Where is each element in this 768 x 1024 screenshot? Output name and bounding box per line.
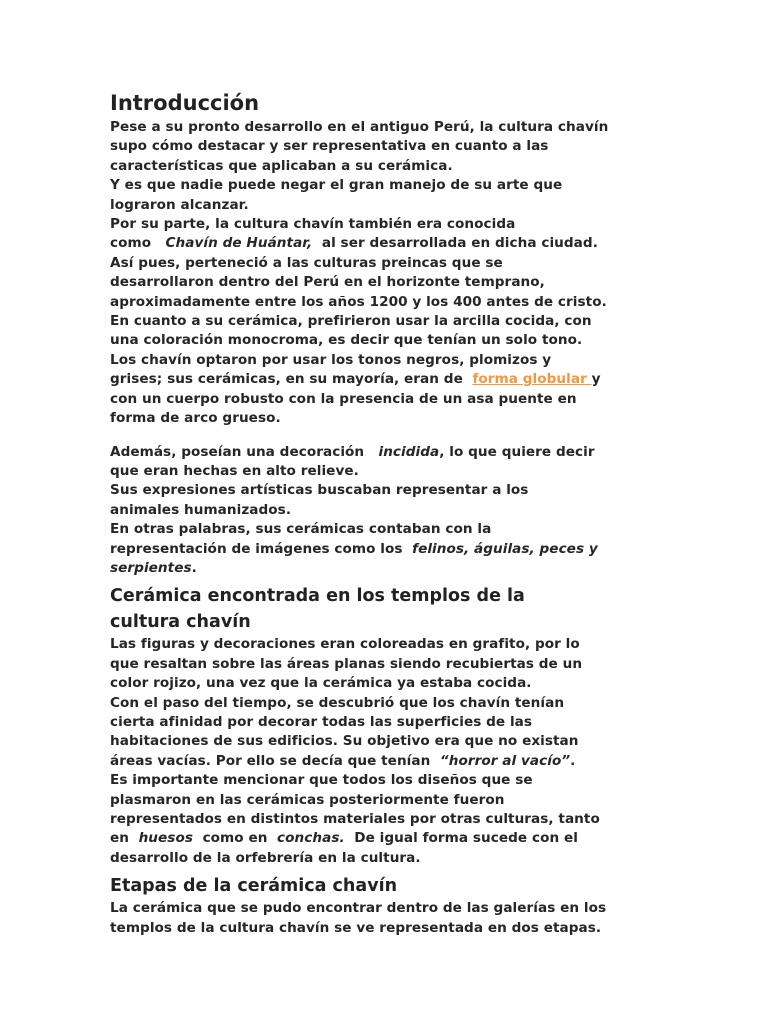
heading-ceramica-templos — [110, 583, 655, 635]
text-line: desarrollaron dentro del Perú en el horizonte temprano, — [110, 274, 545, 291]
etapas-paragraph — [110, 899, 655, 938]
italic-phrase: felinos, águilas, peces y — [412, 540, 598, 557]
heading-line: cultura chavín — [110, 612, 251, 633]
italic-phrase: Chavín de Huántar, — [165, 235, 313, 252]
italic-phrase: “horror al vacío” — [439, 752, 571, 769]
text-span: . — [191, 559, 197, 576]
templos-paragraph — [110, 635, 655, 868]
text-line — [110, 559, 655, 578]
italic-phrase: serpientes — [110, 559, 192, 576]
text-line: lograron alcanzar. — [110, 196, 249, 213]
text-line — [110, 443, 655, 462]
text-span: De igual forma sucede con el — [349, 830, 578, 847]
italic-phrase: incidida — [378, 443, 440, 460]
text-line: color rojizo, una vez que la cerámica ya estaba cocida. — [110, 675, 532, 692]
text-span: en — [110, 830, 134, 847]
text-line: Es importante mencionar que todos los diseños que se — [110, 772, 533, 789]
text-line: Los chavín optaron por usar los tonos negros, plomizos y — [110, 351, 552, 368]
text-span: como — [110, 235, 156, 252]
text-line — [110, 370, 655, 389]
heading-introduccion: Introducción — [110, 91, 260, 115]
text-line: Con el paso del tiempo, se descubrió que los chavín tenían — [110, 694, 565, 711]
text-span: áreas vacías. Por ello se decía que tenían — [110, 752, 436, 769]
text-span: , lo que quiere decir — [439, 443, 595, 460]
text-line: forma de arco grueso. — [110, 410, 281, 427]
text-line: Pese a su pronto desarrollo en el antiguo Perú, la cultura chavín — [110, 119, 609, 135]
intro-paragraph — [110, 118, 655, 429]
text-line: con un cuerpo robusto con la presencia de un asa puente en — [110, 390, 577, 407]
text-line: desarrollo de la orfebrería en la cultura. — [110, 849, 421, 866]
text-line: animales humanizados. — [110, 501, 292, 518]
italic-phrase: conchas. — [277, 830, 345, 847]
text-span: como en — [197, 830, 273, 847]
italic-phrase: huesos — [138, 830, 193, 847]
text-span: . — [570, 752, 576, 769]
text-line: representados en distintos materiales por otras culturas, tanto — [110, 811, 600, 827]
text-span: grises; sus cerámicas, en su mayoría, eran de — [110, 371, 468, 388]
text-line — [110, 752, 655, 771]
text-line: Sus expresiones artísticas buscaban representar a los — [110, 482, 529, 499]
text-line: habitaciones de sus edificios. Su objetivo era que no existan — [110, 733, 579, 750]
text-span: Además, poseían una decoración — [110, 443, 369, 460]
text-line: Así pues, perteneció a las culturas preincas que se — [110, 254, 503, 271]
text-line — [110, 540, 655, 559]
text-line: características que aplicaban a su cerámica. — [110, 157, 453, 174]
paragraph-spacer — [110, 429, 655, 443]
text-line: una coloración monocroma, es decir que tenían un solo tono. — [110, 332, 583, 349]
text-line: que resaltan sobre las áreas planas siendo recubiertas de un — [110, 655, 583, 672]
heading-line: Cerámica encontrada en los templos de la — [110, 586, 525, 607]
text-line: que eran hechas en alto relieve. — [110, 462, 359, 479]
decoration-paragraph — [110, 443, 655, 579]
text-line — [110, 234, 655, 253]
text-line: supo cómo destacar y ser representativa en cuanto a las — [110, 138, 549, 155]
text-line: plasmaron en las cerámicas posteriormente fueron — [110, 791, 505, 808]
forma-globular-link[interactable]: forma globular — [472, 371, 592, 388]
text-line: Y es que nadie puede negar el gran manejo de su arte que — [110, 177, 563, 194]
text-line: aproximadamente entre los años 1200 y los 400 antes de cristo. — [110, 293, 607, 310]
text-span: representación de imágenes como los — [110, 540, 408, 557]
text-line: templos de la cultura chavín se ve representada en dos etapas. — [110, 919, 602, 936]
text-line: cierta afinidad por decorar todas las superficies de las — [110, 713, 533, 730]
text-line: La cerámica que se pudo encontrar dentro de las galerías en los — [110, 900, 607, 917]
text-line: Por su parte, la cultura chavín también era conocida — [110, 216, 516, 233]
text-line: En otras palabras, sus cerámicas contaban con la — [110, 521, 492, 538]
text-line: Las figuras y decoraciones eran coloreadas en grafito, por lo — [110, 636, 580, 653]
text-span: y — [591, 371, 601, 388]
text-line: En cuanto a su cerámica, prefirieron usar la arcilla cocida, con — [110, 313, 592, 330]
document-page — [110, 86, 655, 938]
text-line — [110, 829, 655, 848]
text-span: al ser desarrollada en dicha ciudad. — [317, 235, 598, 252]
heading-etapas: Etapas de la cerámica chavín — [110, 876, 398, 897]
